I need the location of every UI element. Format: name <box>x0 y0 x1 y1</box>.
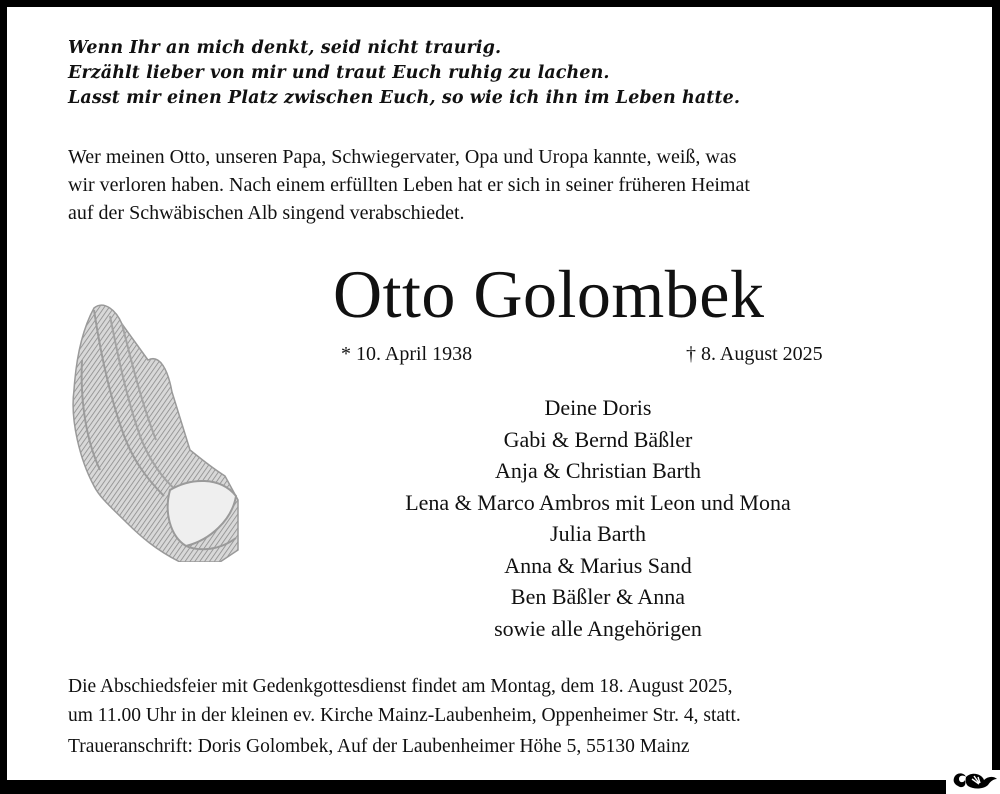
praying-hands-icon <box>60 300 240 562</box>
intro-line: Wer meinen Otto, unseren Papa, Schwiegervater, Opa und Uropa kannte, weiß, was <box>68 146 737 168</box>
intro-paragraph <box>68 143 932 227</box>
motto-verse <box>68 36 740 111</box>
mourner-item: sowie alle Angehörigen <box>494 615 702 641</box>
intro-line: wir verloren haben. Nach einem erfüllten Leben hat er sich in seiner früheren Heimat <box>68 174 750 196</box>
floral-ornament-icon <box>952 770 998 792</box>
mourner-item: Anja & Christian Barth <box>495 458 701 483</box>
motto-line: Lasst mir einen Platz zwischen Euch, so wie ich ihn im Leben hatte. <box>68 88 741 108</box>
death-date: † 8. August 2025 <box>686 343 823 365</box>
mourner-item: Deine Doris <box>544 395 652 420</box>
motto-line: Erzählt lieber von mir und traut Euch ruhig zu lachen. <box>68 63 610 83</box>
mourning-address: Traueranschrift: Doris Golombek, Auf der Laubenheimer Höhe 5, 55130 Mainz <box>68 736 690 757</box>
mourner-item: Gabi & Bernd Bäßler <box>503 426 693 452</box>
motto-line: Wenn Ihr an mich denkt, seid nicht traurig. <box>68 38 502 58</box>
mourners-list <box>340 392 856 644</box>
mourner-item: Julia Barth <box>550 521 646 546</box>
mourner-item: Ben Bäßler & Anna <box>510 584 686 609</box>
intro-line: auf der Schwäbischen Alb singend verabschiedet. <box>68 202 465 224</box>
birth-date: * 10. April 1938 <box>341 343 473 365</box>
mourner-item: Lena & Marco Ambros mit Leon und Mona <box>405 489 791 515</box>
mourner-item: Anna & Marius Sand <box>504 552 692 578</box>
service-line: Die Abschiedsfeier mit Gedenkgottesdienst findet am Montag, dem 18. August 2025, <box>68 676 733 697</box>
service-line: um 11.00 Uhr in der kleinen ev. Kirche Mainz-Laubenheim, Oppenheimer Str. 4, statt. <box>68 705 741 726</box>
deceased-name: Otto Golombek <box>333 256 765 332</box>
service-info <box>68 672 741 730</box>
